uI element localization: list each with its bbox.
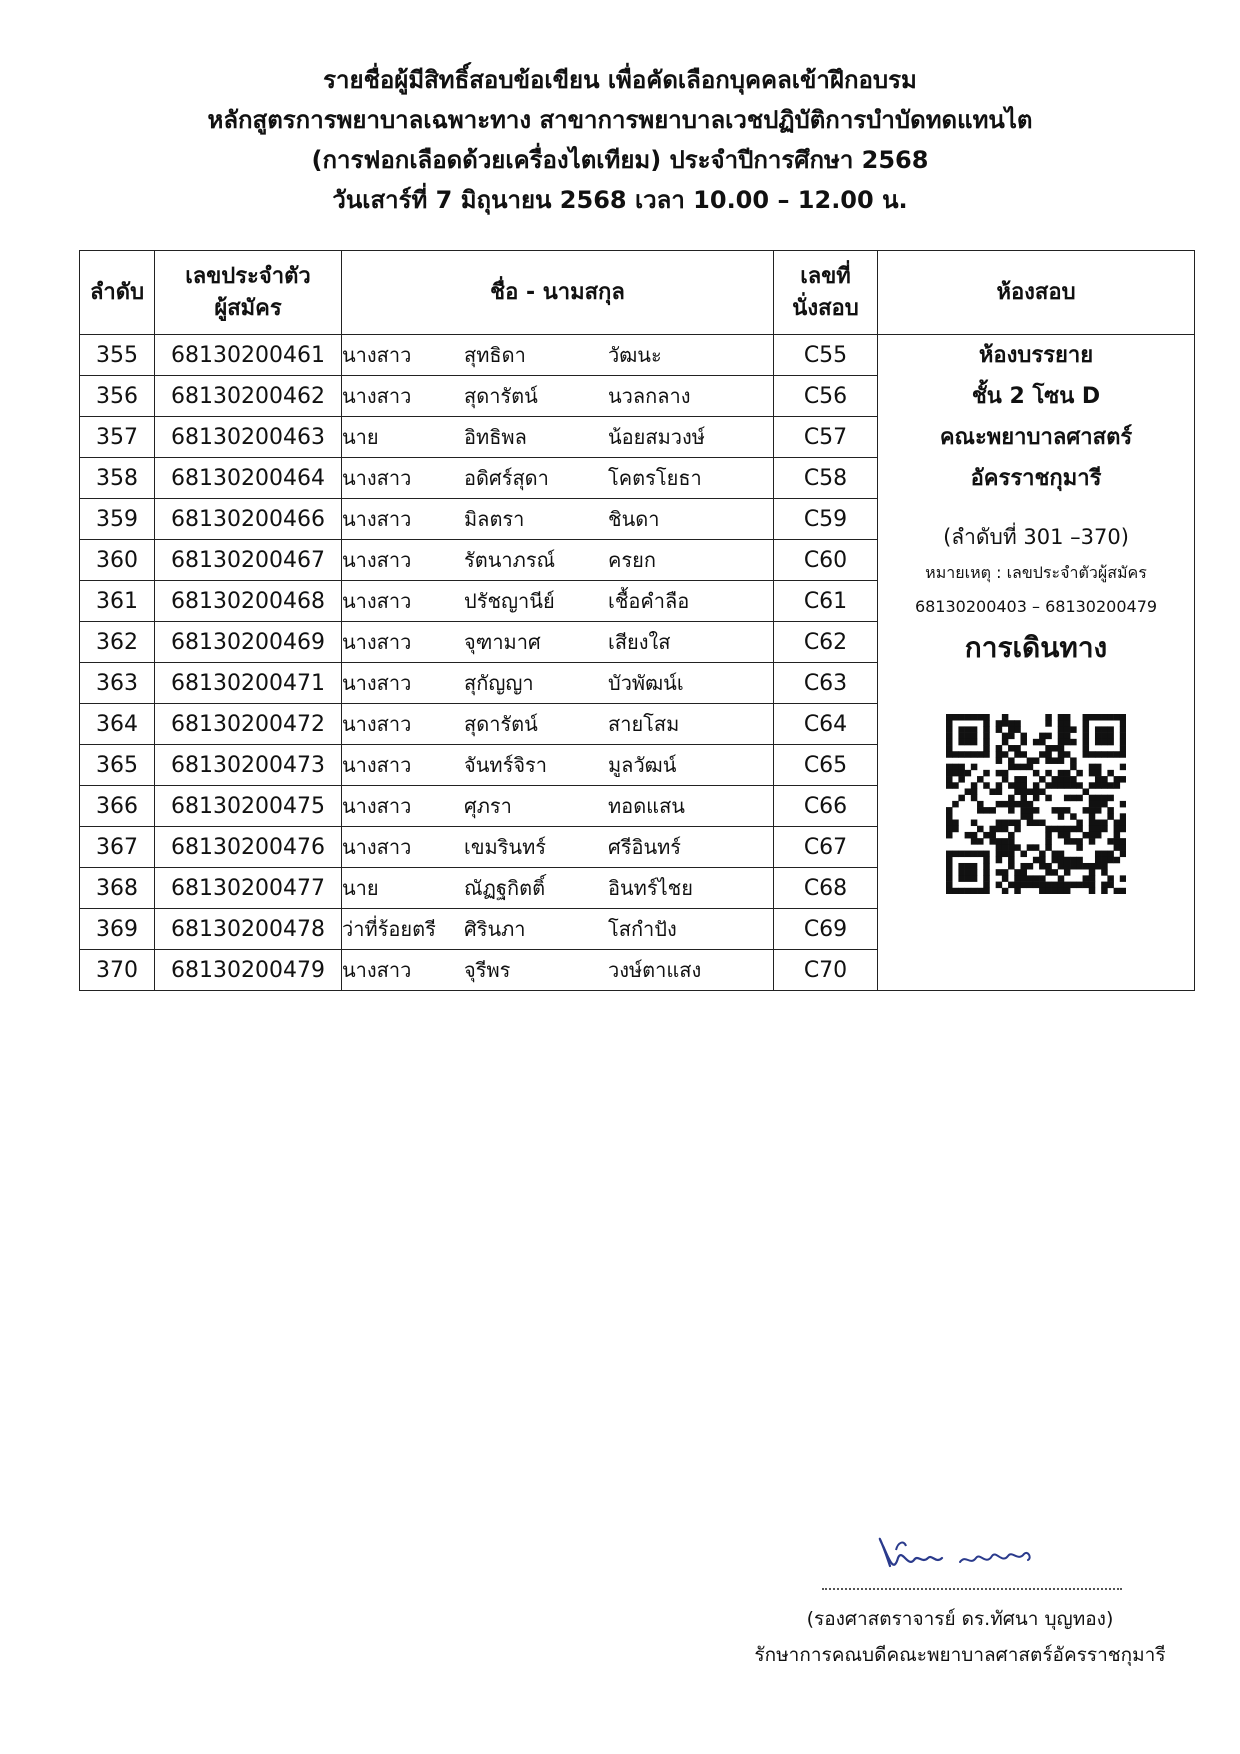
cell-order: 363 <box>80 663 155 704</box>
name-title: นาย <box>342 425 379 449</box>
name-last: นวลกลาง <box>608 384 691 408</box>
heading-line-4: วันเสาร์ที่ 7 มิถุนายน 2568 เวลา 10.00 – 12.00 น. <box>332 186 908 214</box>
cell-seat: C66 <box>774 786 878 827</box>
cell-applicant-id: 68130200462 <box>155 376 342 417</box>
name-first: ณัฏฐกิตติ์ <box>464 876 546 900</box>
table-header-row <box>80 251 1195 335</box>
cell-name <box>342 827 774 868</box>
room-faculty: คณะพยาบาลศาสตร์ <box>939 425 1133 450</box>
name-title: นางสาว <box>342 589 412 613</box>
name-first: อิทธิพล <box>464 425 527 449</box>
name-last: น้อยสมวงษ์ <box>608 425 705 449</box>
cell-order: 359 <box>80 499 155 540</box>
directions-heading: การเดินทาง <box>964 631 1108 664</box>
header-applicant-id-line2: ผู้สมัคร <box>214 295 282 321</box>
name-last: บัวพัฒน์เ <box>608 671 684 695</box>
cell-name <box>342 499 774 540</box>
cell-applicant-id: 68130200468 <box>155 581 342 622</box>
header-room: ห้องสอบ <box>878 251 1195 335</box>
cell-name <box>342 868 774 909</box>
cell-order: 357 <box>80 417 155 458</box>
document-heading <box>0 60 1240 220</box>
cell-name <box>342 540 774 581</box>
cell-name <box>342 458 774 499</box>
name-first: จุฑามาศ <box>464 630 541 654</box>
cell-seat: C67 <box>774 827 878 868</box>
cell-seat: C62 <box>774 622 878 663</box>
name-title: นางสาว <box>342 712 412 736</box>
cell-name <box>342 335 774 376</box>
cell-applicant-id: 68130200469 <box>155 622 342 663</box>
cell-applicant-id: 68130200475 <box>155 786 342 827</box>
cell-order: 370 <box>80 950 155 991</box>
name-first: ปรัชญานีย์ <box>464 589 555 613</box>
name-title: นางสาว <box>342 671 412 695</box>
cell-name <box>342 376 774 417</box>
name-first: มิลตรา <box>464 507 525 531</box>
cell-order: 364 <box>80 704 155 745</box>
name-first: จุรีพร <box>464 958 511 982</box>
name-title: นางสาว <box>342 507 412 531</box>
name-last: วงษ์ตาแสง <box>608 958 702 982</box>
cell-name <box>342 663 774 704</box>
note-id-range: 68130200403 – 68130200479 <box>914 597 1158 616</box>
signatory-name: (รองศาสตราจารย์ ดร.ทัศนา บุญทอง) <box>806 1608 1114 1630</box>
signature-line <box>822 1588 1122 1590</box>
heading-line-3: (การฟอกเลือดด้วยเครื่องไตเทียม) ประจำปีการศึกษา 2568 <box>311 146 929 174</box>
cell-order: 356 <box>80 376 155 417</box>
cell-order: 358 <box>80 458 155 499</box>
candidate-table <box>79 250 1195 991</box>
cell-name <box>342 581 774 622</box>
name-title: นางสาว <box>342 384 412 408</box>
cell-applicant-id: 68130200479 <box>155 950 342 991</box>
cell-order: 361 <box>80 581 155 622</box>
room-faculty-suffix: อัครราชกุมารี <box>970 466 1102 491</box>
room-name: ห้องบรรยาย <box>978 343 1094 368</box>
name-title: นางสาว <box>342 835 412 859</box>
order-range: (ลำดับที่ 301 –370) <box>943 525 1129 549</box>
name-title: นางสาว <box>342 794 412 818</box>
name-title: นาย <box>342 876 379 900</box>
cell-name <box>342 786 774 827</box>
cell-seat: C56 <box>774 376 878 417</box>
heading-line-2: หลักสูตรการพยาบาลเฉพาะทาง สาขาการพยาบาลเวชปฏิบัติการบำบัดทดแทนไต <box>207 106 1033 134</box>
cell-applicant-id: 68130200471 <box>155 663 342 704</box>
name-first: สุดารัตน์ <box>464 712 538 736</box>
header-seat-line2: นั่งสอบ <box>792 295 859 321</box>
cell-seat: C55 <box>774 335 878 376</box>
name-last: โสกำปัง <box>608 917 677 941</box>
cell-seat: C69 <box>774 909 878 950</box>
cell-seat: C65 <box>774 745 878 786</box>
cell-seat: C57 <box>774 417 878 458</box>
header-applicant-id <box>155 251 342 335</box>
table-row <box>80 335 1195 376</box>
name-last: โคตรโยธา <box>608 466 702 490</box>
header-applicant-id-line1: เลขประจำตัว <box>185 263 311 289</box>
cell-applicant-id: 68130200473 <box>155 745 342 786</box>
name-title: นางสาว <box>342 753 412 777</box>
name-title: นางสาว <box>342 343 412 367</box>
cell-seat: C60 <box>774 540 878 581</box>
cell-order: 360 <box>80 540 155 581</box>
cell-seat: C64 <box>774 704 878 745</box>
note-label: หมายเหตุ : เลขประจำตัวผู้สมัคร <box>925 563 1147 582</box>
heading-line-1: รายชื่อผู้มีสิทธิ์สอบข้อเขียน เพื่อคัดเลือกบุคคลเข้าฝึกอบรม <box>323 66 917 94</box>
cell-name <box>342 704 774 745</box>
name-last: ครยก <box>608 548 656 572</box>
name-first: รัตนาภรณ์ <box>464 548 556 572</box>
name-title: นางสาว <box>342 548 412 572</box>
header-name: ชื่อ - นามสกุล <box>342 251 774 335</box>
cell-seat: C59 <box>774 499 878 540</box>
name-title: ว่าที่ร้อยตรี <box>342 917 436 941</box>
name-first: เขมรินทร์ <box>464 835 547 859</box>
name-last: อินทร์ไชย <box>608 876 693 900</box>
cell-order: 369 <box>80 909 155 950</box>
name-last: วัฒนะ <box>608 343 662 367</box>
name-title: นางสาว <box>342 630 412 654</box>
cell-name <box>342 745 774 786</box>
name-first: อดิศร์สุดา <box>464 466 549 490</box>
name-first: สุดารัตน์ <box>464 384 538 408</box>
cell-room-info <box>878 335 1195 991</box>
cell-seat: C70 <box>774 950 878 991</box>
signature-image <box>810 1528 1130 1588</box>
name-first: ศุภรา <box>464 794 512 818</box>
cell-order: 355 <box>80 335 155 376</box>
signatory-position: รักษาการคณบดีคณะพยาบาลศาสตร์อัครราชกุมารี <box>754 1644 1166 1666</box>
cell-order: 367 <box>80 827 155 868</box>
header-seat-line1: เลขที่ <box>800 263 851 289</box>
name-first: ศิรินภา <box>464 917 526 941</box>
name-last: ศรีอินทร์ <box>608 835 682 859</box>
cell-seat: C61 <box>774 581 878 622</box>
cell-applicant-id: 68130200461 <box>155 335 342 376</box>
name-last: ชินดา <box>608 507 660 531</box>
cell-applicant-id: 68130200463 <box>155 417 342 458</box>
cell-name <box>342 909 774 950</box>
directions-qr-code[interactable] <box>946 714 1126 894</box>
header-order: ลำดับ <box>80 251 155 335</box>
cell-order: 362 <box>80 622 155 663</box>
cell-seat: C63 <box>774 663 878 704</box>
cell-seat: C68 <box>774 868 878 909</box>
cell-applicant-id: 68130200466 <box>155 499 342 540</box>
cell-order: 368 <box>80 868 155 909</box>
name-last: เสียงใส <box>608 630 671 654</box>
cell-name <box>342 950 774 991</box>
cell-applicant-id: 68130200464 <box>155 458 342 499</box>
name-last: มูลวัฒน์ <box>608 753 677 777</box>
cell-order: 366 <box>80 786 155 827</box>
cell-seat: C58 <box>774 458 878 499</box>
cell-applicant-id: 68130200477 <box>155 868 342 909</box>
name-first: จันทร์จิรา <box>464 753 548 777</box>
name-first: สุกัญญา <box>464 671 534 695</box>
cell-applicant-id: 68130200472 <box>155 704 342 745</box>
name-title: นางสาว <box>342 958 412 982</box>
name-last: ทอดแสน <box>608 794 685 818</box>
header-seat <box>774 251 878 335</box>
name-last: สายโสม <box>608 712 680 736</box>
name-last: เชื้อคำลือ <box>608 589 690 613</box>
name-first: สุทธิดา <box>464 343 526 367</box>
cell-applicant-id: 68130200467 <box>155 540 342 581</box>
cell-applicant-id: 68130200476 <box>155 827 342 868</box>
name-title: นางสาว <box>342 466 412 490</box>
room-floor-zone: ชั้น 2 โซน D <box>971 384 1101 409</box>
cell-order: 365 <box>80 745 155 786</box>
cell-applicant-id: 68130200478 <box>155 909 342 950</box>
cell-name <box>342 622 774 663</box>
cell-name <box>342 417 774 458</box>
